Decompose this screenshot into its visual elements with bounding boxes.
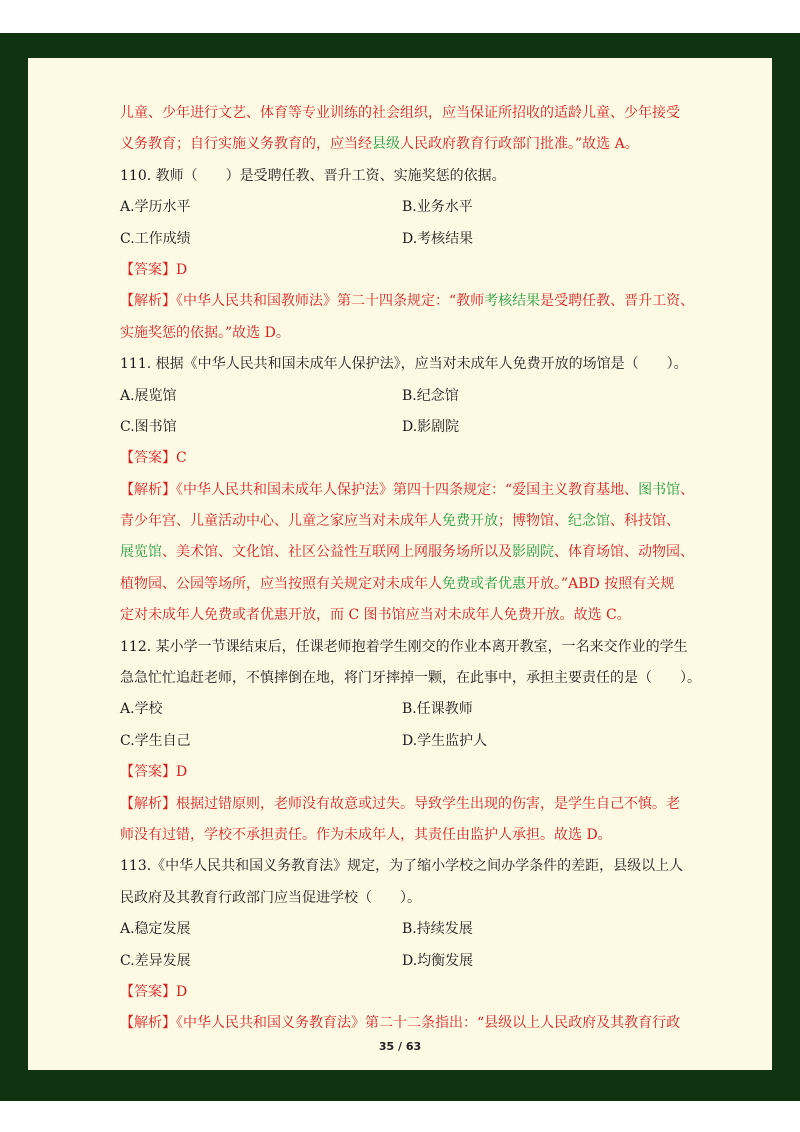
q111-option-c: C.图书馆: [120, 418, 177, 435]
q113-option-a: A.稳定发展: [120, 921, 191, 938]
q110-option-d: D.考核结果: [402, 230, 474, 247]
q113-option-c: C.差异发展: [120, 952, 191, 969]
q112-stem-1: 112. 某小学一节课结束后，任课老师抱着学生刚交的作业本离开教室，一名来交作业的学生: [120, 638, 688, 655]
q111-option-a: A.展览馆: [120, 387, 177, 404]
q110-explanation-2: 实施奖惩的依据。”故选 D。: [120, 324, 290, 341]
q113-option-b: B.持续发展: [402, 921, 473, 938]
q110-explanation-1: 【解析】《中华人民共和国教师法》第二十四条规定：“教师考核结果是受聘任教、晋升工资、: [120, 293, 695, 310]
q112-options-row-2: [120, 726, 690, 757]
q111-options-row-2: [120, 412, 690, 443]
q111-explanation-1: 【解析】《中华人民共和国未成年人保护法》第四十四条规定：“爱国主义教育基地、图书馆、: [120, 481, 695, 498]
continued-line-2: 义务教育；自行实施义务教育的，应当经县级人民政府教育行政部门批准。”故选 A。: [120, 136, 639, 153]
q113-stem-1: 113.《中华人民共和国义务教育法》规定，为了缩小学校之间办学条件的差距，县级以上人: [120, 858, 684, 875]
q111-answer: 【答案】C: [120, 450, 187, 467]
q110-options-row-2: [120, 224, 690, 255]
document-content: [120, 98, 701, 1040]
q110-option-a: A.学历水平: [120, 199, 191, 216]
q113-stem-2: 民政府及其教育行政部门应当促进学校（ ）。: [120, 889, 421, 906]
q111-stem: 111. 根据《中华人民共和国未成年人保护法》，应当对未成年人免费开放的场馆是（ ）。: [120, 356, 688, 373]
q111-explanation-2: 青少年宫、儿童活动中心、儿童之家应当对未成年人免费开放；博物馆、纪念馆、科技馆、: [120, 513, 680, 530]
q112-option-a: A.学校: [120, 701, 163, 718]
q110-option-b: B.业务水平: [402, 199, 473, 216]
q111-option-b: B.纪念馆: [402, 387, 459, 404]
q111-option-d: D.影剧院: [402, 418, 460, 435]
q111-explanation-5: 定对未成年人免费或者优惠开放，而 C 图书馆应当对未成年人免费开放。故选 C。: [120, 607, 631, 624]
q112-options-row-1: [120, 694, 690, 725]
q111-explanation-3: 展览馆、美术馆、文化馆、社区公益性互联网上网服务场所以及影剧院、体育场馆、动物园、: [120, 544, 694, 561]
q113-explanation-1: 【解析】《中华人民共和国义务教育法》第二十二条指出：“县级以上人民政府及其教育行政: [120, 1015, 681, 1032]
q112-stem-2: 急急忙忙追赶老师，不慎摔倒在地，将门牙摔掉一颗，在此事中，承担主要责任的是（ ）。: [120, 670, 701, 687]
q112-answer: 【答案】D: [120, 764, 188, 781]
q111-options-row-1: [120, 381, 690, 412]
q112-option-b: B.任课教师: [402, 701, 473, 718]
q113-option-d: D.均衡发展: [402, 952, 474, 969]
q112-option-c: C.学生自己: [120, 732, 191, 749]
q110-option-c: C.工作成绩: [120, 230, 191, 247]
continued-line-1: 儿童、少年进行文艺、体育等专业训练的社会组织，应当保证所招收的适龄儿童、少年接受: [120, 105, 680, 121]
q110-options-row-1: [120, 192, 690, 223]
q113-answer: 【答案】D: [120, 983, 188, 1000]
q110-stem: 110. 教师（ ）是受聘任教、晋升工资、实施奖惩的依据。: [120, 167, 506, 184]
q113-options-row-1: [120, 914, 690, 945]
q112-explanation-1: 【解析】根据过错原则，老师没有故意或过失。导致学生出现的伤害，是学生自己不慎。老: [120, 795, 680, 812]
q110-answer: 【答案】D: [120, 261, 188, 278]
page-number: 35 / 63: [378, 1040, 422, 1053]
q112-explanation-2: 师没有过错，学校不承担责任。作为未成年人，其责任由监护人承担。故选 D。: [120, 826, 612, 843]
q113-options-row-2: [120, 946, 690, 977]
q111-explanation-4: 植物园、公园等场所，应当按照有关规定对未成年人免费或者优惠开放。”ABD 按照有关规: [120, 575, 675, 592]
q112-option-d: D.学生监护人: [402, 732, 488, 749]
